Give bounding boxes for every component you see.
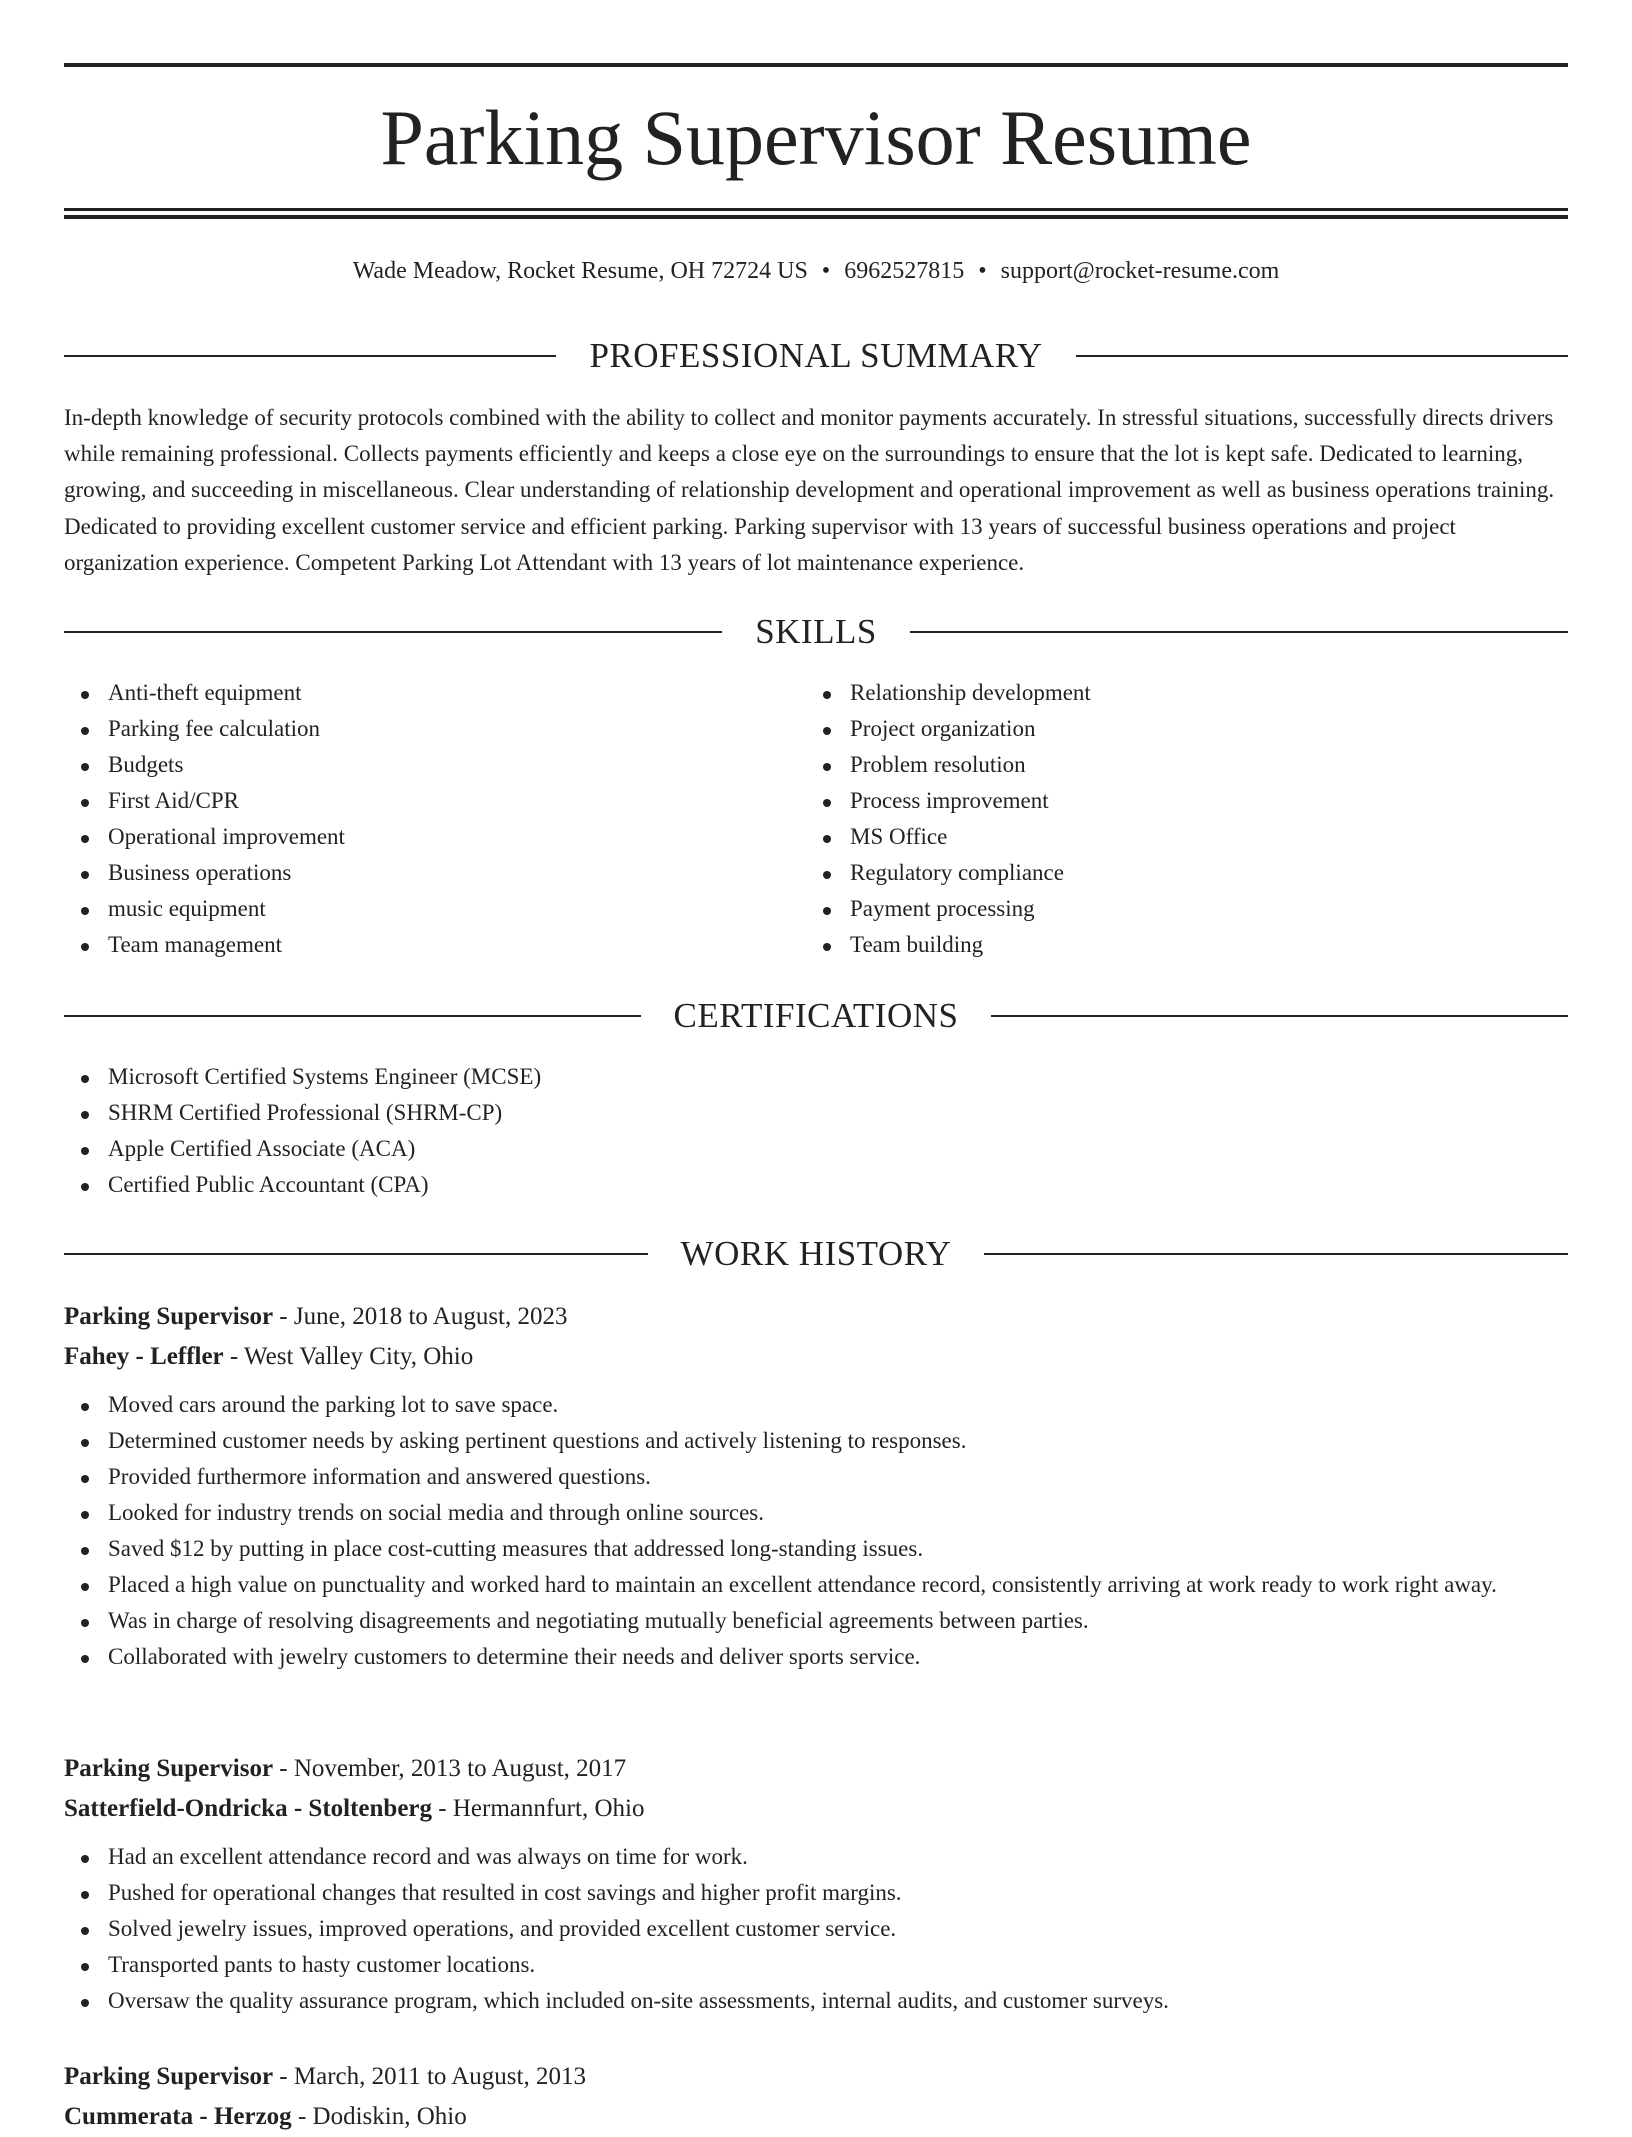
job-company-line xyxy=(64,1337,1568,1377)
certifications-heading xyxy=(64,994,1568,1038)
job-title: Parking Supervisor xyxy=(64,1755,274,1782)
job-title-line xyxy=(64,1297,1568,1337)
title-rule-upper xyxy=(64,208,1568,211)
job-dates: - March, 2011 to August, 2013 xyxy=(273,2063,586,2090)
section-title: CERTIFICATIONS xyxy=(673,996,959,1035)
heading-rule xyxy=(1076,355,1568,357)
contact-phone: 6962527815 xyxy=(844,258,965,284)
job-title-line xyxy=(64,2057,1568,2097)
skill-item: MS Office xyxy=(806,819,1091,855)
certification-item: Apple Certified Associate (ACA) xyxy=(64,1131,541,1167)
job-company: Satterfield-Ondricka - Stoltenberg xyxy=(64,1795,433,1822)
heading-rule xyxy=(991,1015,1568,1017)
certification-item: SHRM Certified Professional (SHRM-CP) xyxy=(64,1095,541,1131)
job-duty-item: Oversaw the quality assurance program, which included on-site assessments, internal audits, and customer surveys. xyxy=(64,1983,1568,2019)
job-duty-item: Collaborated with jewelry customers to determine their needs and deliver sports service. xyxy=(64,1639,1568,1675)
top-rule xyxy=(64,63,1568,67)
section-title: PROFESSIONAL SUMMARY xyxy=(589,336,1043,375)
skill-item: Anti-theft equipment xyxy=(64,675,345,711)
job-duty-item: Determined customer needs by asking pertinent questions and actively listening to responses. xyxy=(64,1423,1568,1459)
skill-item: Business operations xyxy=(64,855,345,891)
job-entry xyxy=(64,1749,1568,2019)
job-title: Parking Supervisor xyxy=(64,2063,274,2090)
skill-item: Problem resolution xyxy=(806,747,1091,783)
job-duties-list xyxy=(64,1387,1568,1675)
skill-item: Regulatory compliance xyxy=(806,855,1091,891)
skills-list-right xyxy=(806,675,1091,963)
contact-separator: • xyxy=(978,258,987,284)
job-duty-item: Had an excellent attendance record and was always on time for work. xyxy=(64,1839,1568,1875)
skill-item: First Aid/CPR xyxy=(64,783,345,819)
job-duty-item: Placed a high value on punctuality and worked hard to maintain an excellent attendance record, consistently arriving at work ready to work right away. xyxy=(64,1567,1568,1603)
skills-list-left xyxy=(64,675,345,963)
job-company-line xyxy=(64,2097,1568,2137)
heading-rule xyxy=(64,1015,641,1017)
job-dates: - June, 2018 to August, 2023 xyxy=(273,1303,568,1330)
heading-rule xyxy=(984,1253,1568,1255)
job-title: Parking Supervisor xyxy=(64,1303,274,1330)
heading-rule xyxy=(64,355,556,357)
certification-item: Certified Public Accountant (CPA) xyxy=(64,1167,541,1203)
skill-item: Process improvement xyxy=(806,783,1091,819)
section-title: SKILLS xyxy=(755,612,877,651)
heading-rule xyxy=(910,631,1568,633)
contact-address: Wade Meadow, Rocket Resume, OH 72724 US xyxy=(352,258,808,284)
summary-heading xyxy=(64,334,1568,378)
skill-item: Relationship development xyxy=(806,675,1091,711)
job-duty-item: Transported pants to hasty customer locations. xyxy=(64,1947,1568,1983)
job-location: - Dodiskin, Ohio xyxy=(291,2103,467,2130)
certifications-list xyxy=(64,1059,541,1203)
skill-item: Budgets xyxy=(64,747,345,783)
certification-item: Microsoft Certified Systems Engineer (MCSE) xyxy=(64,1059,541,1095)
job-duties-list xyxy=(64,1839,1568,2019)
job-dates: - November, 2013 to August, 2017 xyxy=(273,1755,627,1782)
job-duty-item: Saved $12 by putting in place cost-cutting measures that addressed long-standing issues. xyxy=(64,1531,1568,1567)
skills-heading xyxy=(64,610,1568,654)
job-location: - Hermannfurt, Ohio xyxy=(432,1795,645,1822)
job-duty-item: Moved cars around the parking lot to save space. xyxy=(64,1387,1568,1423)
job-location: - West Valley City, Ohio xyxy=(223,1343,474,1370)
job-duty-item: Pushed for operational changes that resulted in cost savings and higher profit margins. xyxy=(64,1875,1568,1911)
heading-rule xyxy=(64,1253,648,1255)
job-duty-item: Provided furthermore information and answered questions. xyxy=(64,1459,1568,1495)
contact-email: support@rocket-resume.com xyxy=(1000,258,1280,284)
job-entry xyxy=(64,2057,1568,2137)
work-history-heading xyxy=(64,1232,1568,1276)
skill-item: Team management xyxy=(64,927,345,963)
job-duty-item: Was in charge of resolving disagreements and negotiating mutually beneficial agreements between parties. xyxy=(64,1603,1568,1639)
skill-item: Project organization xyxy=(806,711,1091,747)
job-duty-item: Solved jewelry issues, improved operations, and provided excellent customer service. xyxy=(64,1911,1568,1947)
job-duty-item: Looked for industry trends on social media and through online sources. xyxy=(64,1495,1568,1531)
skill-item: music equipment xyxy=(64,891,345,927)
skill-item: Team building xyxy=(806,927,1091,963)
job-title-line xyxy=(64,1749,1568,1789)
job-entry xyxy=(64,1297,1568,1675)
job-company-line xyxy=(64,1789,1568,1829)
section-title: WORK HISTORY xyxy=(680,1234,952,1273)
job-company: Fahey - Leffler xyxy=(64,1343,224,1370)
skill-item: Parking fee calculation xyxy=(64,711,345,747)
job-company: Cummerata - Herzog xyxy=(64,2103,292,2130)
contact-separator: • xyxy=(821,258,831,284)
page-title: Parking Supervisor Resume xyxy=(380,94,1252,181)
title-rule-lower xyxy=(64,215,1568,219)
heading-rule xyxy=(64,631,722,633)
skill-item: Operational improvement xyxy=(64,819,345,855)
summary-text: In-depth knowledge of security protocols combined with the ability to collect and monitor payments accurately. In stressful situations, successfully directs drivers while remaining professional. Collects payments efficiently and keeps a close eye on the surroundings to ensure that the lot is kept safe. Dedicated to learning, growing, and succeeding in miscellaneous. Clear understanding of relationship development and operational improvement as well as business operations training. Dedicated to providing excellent customer service and efficient parking. Parking supervisor with 13 years of successful business operations and project organization experience. Competent Parking Lot Attendant with 13 years of lot maintenance experience. xyxy=(64,405,1555,575)
contact-info xyxy=(64,254,1568,288)
skill-item: Payment processing xyxy=(806,891,1091,927)
